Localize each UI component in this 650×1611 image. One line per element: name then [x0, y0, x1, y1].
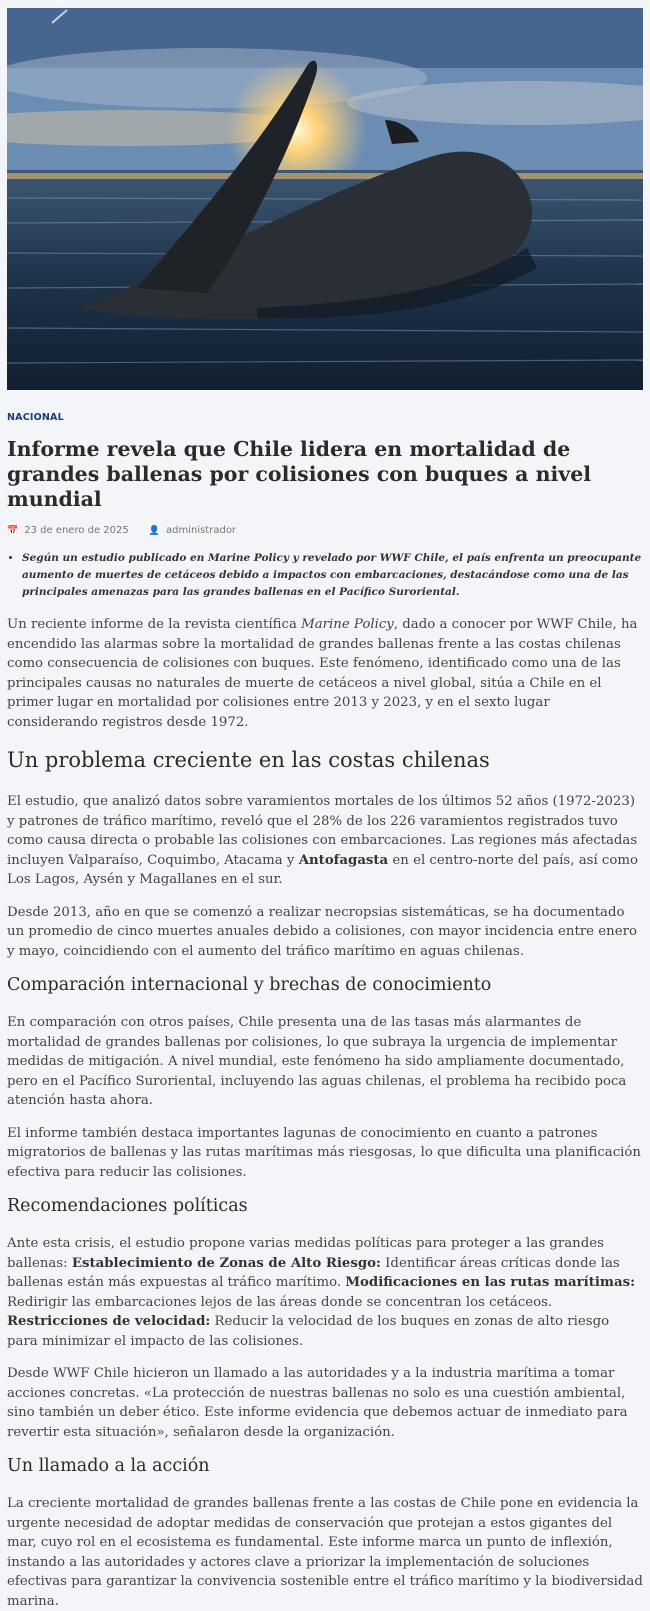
section-heading-call-to-action: Un llamado a la acción: [7, 1456, 210, 1476]
hero-image-stranded-whale: [7, 8, 643, 390]
section3-paragraph-1: Ante esta crisis, el estudio propone varias medidas políticas para proteger a las grandes ballenas: Establecimiento de Zonas de Alto Riesgo: Identificar áreas críticas donde las ballenas están más expuestas al tráfico marítimo. Modificaciones en las rutas marítimas: Redirigir las embarcaciones lejos de las áreas donde se concentran los cetáceos. Restricciones de velocidad: Reducir la velocidad de los buques en zonas de alto riesgo para minimizar el impacto de las colisiones.: [7, 1236, 635, 1349]
section4-paragraph-1: La creciente mortalidad de grandes ballenas frente a las costas de Chile pone en evidencia la urgente necesidad de adoptar medidas de conservación que protejan a estos gigantes del mar, cuyo rol en el ecosistema es fundamental. Este informe marca un punto de inflexión, instando a las autoridades y actores clave a priorizar la implementación de soluciones efectivas para garantizar la convivencia sostenible entre el tráfico marítimo y la biodiversidad marina.: [7, 1496, 643, 1609]
section1-paragraph-1: El estudio, que analizó datos sobre varamientos mortales de los últimos 52 años (1972-2023) y patrones de tráfico marítimo, reveló que el 28% de los 226 varamientos registrados tuvo como causa directa o probable las colisiones con embarcaciones. Las regiones más afectadas incluyen Valparaíso, Coquimbo, Atacama y Antofagasta en el centro-norte del país, así como Los Lagos, Aysén y Magallanes en el sur.: [7, 794, 638, 887]
section-heading-recommendations: Recomendaciones políticas: [7, 1196, 248, 1216]
article-date[interactable]: 23 de enero de 2025: [24, 525, 129, 536]
whale-sunset-illustration: [7, 8, 643, 390]
section-heading-problem: Un problema creciente en las costas chilenas: [7, 748, 490, 772]
intro-paragraph: Un reciente informe de la revista científica Marine Policy, dado a conocer por WWF Chile, ha encendido las alarmas sobre la mortalidad de grandes ballenas frente a las costas chilenas como consecuencia de colisiones con buques. Este fenómeno, identificado como una de las principales causas no naturales de muerte de cetáceos a nivel global, sitúa a Chile en el primer lugar en mortalidad por colisiones entre 2013 y 2023, y en el sexto lugar considerando registros desde 1972.: [7, 617, 638, 730]
article-meta: [7, 525, 643, 536]
section1-paragraph-2: Desde 2013, año en que se comenzó a realizar necropsias sistemáticas, se ha documentado un promedio de cinco muertes anuales debido a colisiones, con mayor incidencia entre enero y mayo, coincidiendo con el aumento del tráfico marítimo en aguas chilenas.: [7, 904, 637, 959]
category-label[interactable]: NACIONAL: [7, 412, 64, 423]
section2-paragraph-1: En comparación con otros países, Chile presenta una de las tasas más alarmantes de mortalidad de grandes ballenas por colisiones, lo que subraya la urgencia de implementar medidas de mitigación. A nivel mundial, este fenómeno ha sido ampliamente documentado, pero en el Pacífico Suroriental, incluyendo las aguas chilenas, el problema ha recibido poca atención hasta ahora.: [7, 1015, 627, 1108]
article-title: Informe revela que Chile lidera en mortalidad de grandes ballenas por colisiones con buques a nivel mundial: [7, 437, 592, 511]
section-heading-comparison: Comparación internacional y brechas de conocimiento: [7, 975, 492, 995]
user-icon: 👤: [148, 525, 160, 536]
article-author[interactable]: administrador: [165, 525, 237, 536]
journal-name: Marine Policy: [301, 617, 394, 632]
section2-paragraph-2: El informe también destaca importantes lagunas de conocimiento en cuanto a patrones migratorios de ballenas y las rutas marítimas más riesgosas, lo que dificulta una planificación efectiva para reducir las colisiones.: [7, 1125, 641, 1180]
summary-item: • Según un estudio publicado en Marine Policy y revelado por WWF Chile, el país enfrenta un preocupante aumento de muertes de cetáceos debido a impactos con embarcaciones, destacándose como una de las principales amenazas para las grandes ballenas en el Pacífico Suroriental.: [22, 550, 643, 601]
article-summary: [7, 550, 643, 601]
section3-paragraph-2: Desde WWF Chile hicieron un llamado a las autoridades y a la industria marítima a tomar acciones concretas. «La protección de nuestras ballenas no solo es una cuestión ambiental, sino también un deber ético. Este informe evidencia que debemos actuar de inmediato para revertir esta situación», señalaron desde la organización.: [7, 1366, 628, 1440]
calendar-icon: 📅: [7, 525, 19, 536]
